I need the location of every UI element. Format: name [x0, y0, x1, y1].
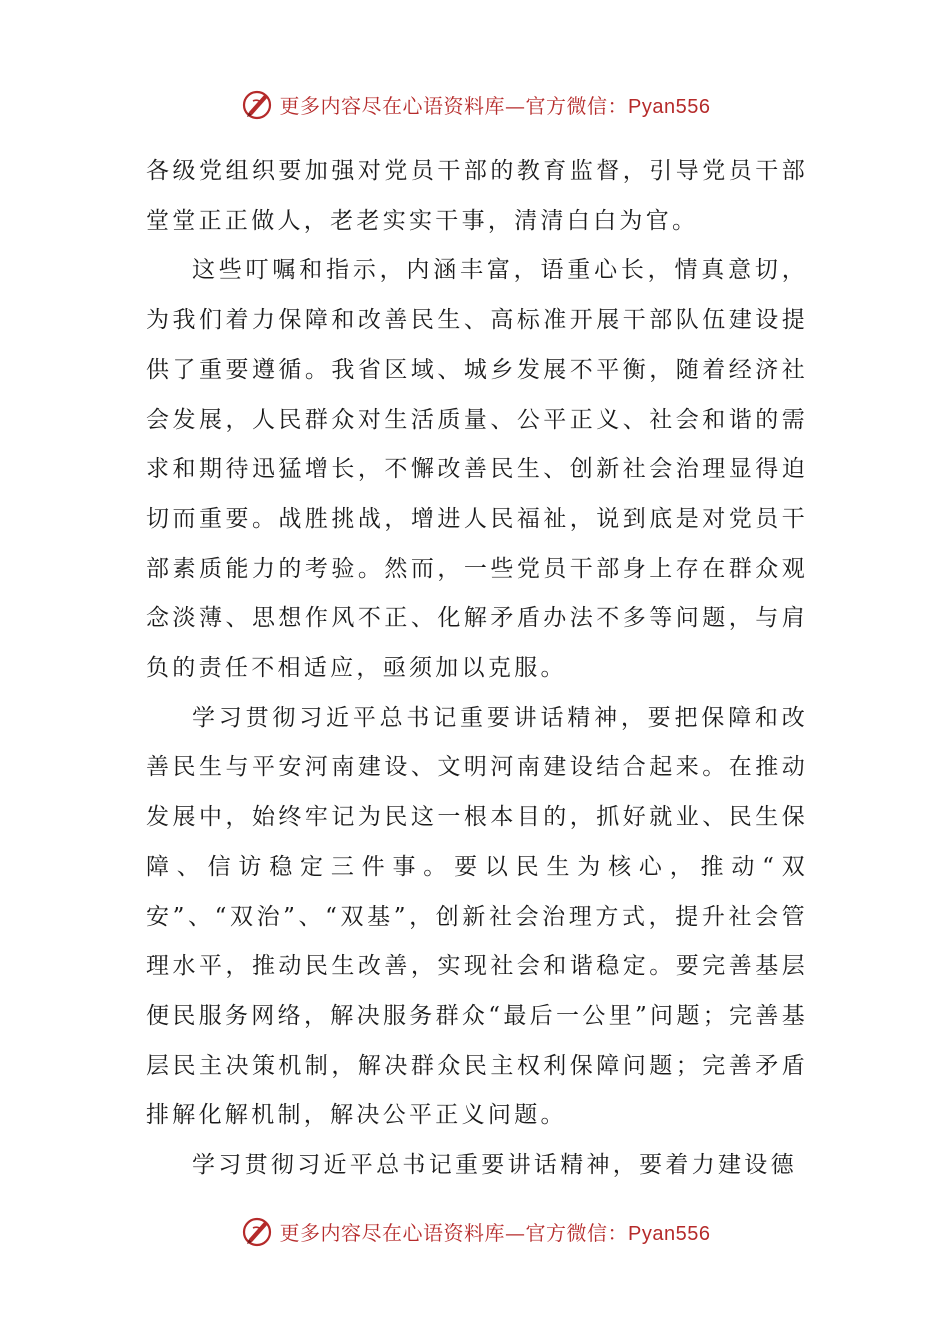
pen-circle-logo-icon: [240, 1214, 274, 1248]
footer-banner-label: 更多内容尽在心语资料库—官方微信：: [279, 1220, 629, 1245]
footer-banner-text: [280, 1217, 711, 1246]
paragraph-1: 各级党组织要加强对党员干部的教育监督，引导党员干部堂堂正正做人，老老实实干事，清清白白为官。: [146, 158, 808, 234]
header-wechat-id: Pyan556: [628, 95, 711, 118]
header-banner-text: [280, 90, 711, 119]
document-body: [146, 147, 808, 1191]
footer-wechat-id: Pyan556: [628, 1222, 711, 1245]
header-banner-label: 更多内容尽在心语资料库—官方微信：: [279, 93, 629, 118]
pen-circle-logo-icon: [240, 87, 274, 121]
header-banner: [0, 84, 950, 124]
footer-banner: [0, 1211, 950, 1251]
paragraph-2: 这些叮嘱和指示，内涵丰富，语重心长，情真意切，为我们着力保障和改善民生、高标准开展干部队伍建设提供了重要遵循。我省区域、城乡发展不平衡，随着经济社会发展，人民群众对生活质量、公平正义、社会和谐的需求和期待迅猛增长，不懈改善民生、创新社会治理显得迫切而重要。战胜挑战，增进人民福祉，说到底是对党员干部素质能力的考验。然而，一些党员干部身上存在群众观念淡薄、思想作风不正、化解矛盾办法不多等问题，与肩负的责任不相适应，亟须加以克服。: [146, 257, 808, 682]
paragraph-3: 学习贯彻习近平总书记重要讲话精神，要把保障和改善民生与平安河南建设、文明河南建设结合起来。在推动发展中，始终牢记为民这一根本目的，抓好就业、民生保障、信访稳定三件事。要以民生为核心，推动“双安”、“双治”、“双基”，创新社会治理方式，提升社会管理水平，推动民生改善，实现社会和谐稳定。要完善基层便民服务网络，解决服务群众“最后一公里”问题；完善基层民主决策机制，解决群众民主权利保障问题；完善矛盾排解化解机制，解决公平正义问题。: [146, 704, 808, 1129]
paragraph-4: 学习贯彻习近平总书记重要讲话精神，要着力建设德: [192, 1152, 797, 1179]
